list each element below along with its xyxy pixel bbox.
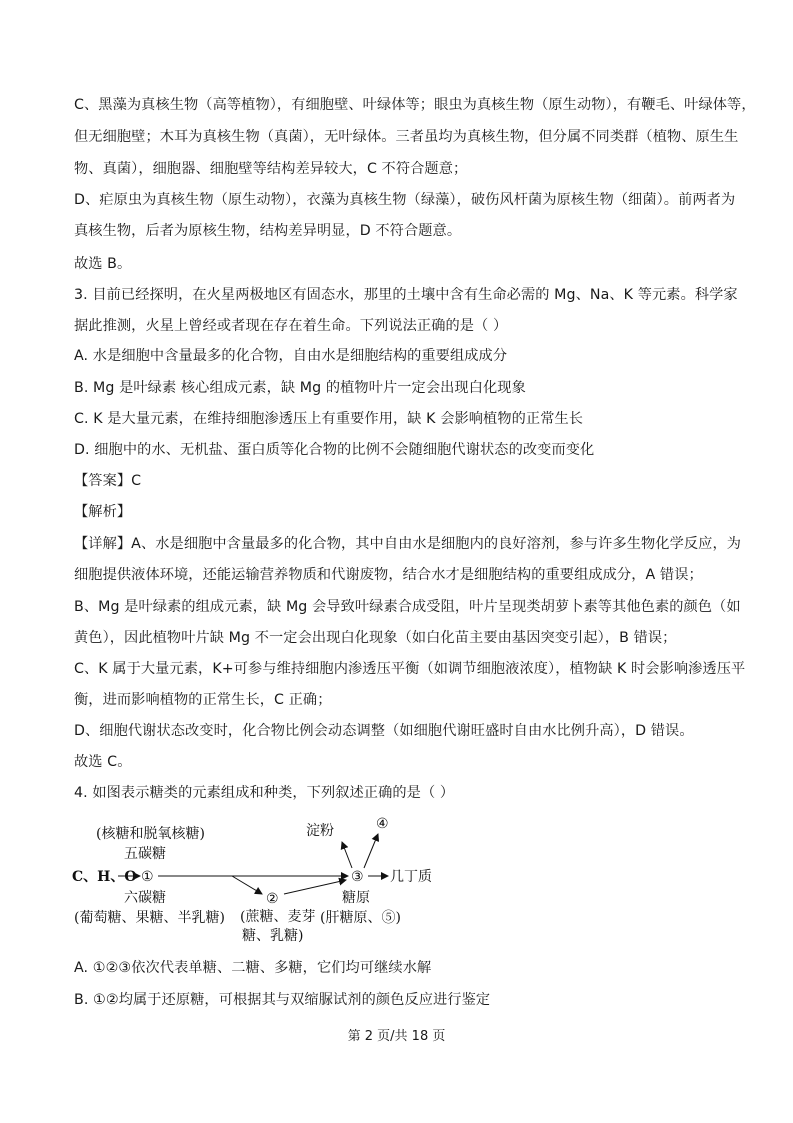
arrow-2-to-3 xyxy=(284,880,346,894)
text-line: C、黑藻为真核生物（高等植物），有细胞壁、叶绿体等；眼虫为真核生物（原生动物），有鞭毛、叶绿体等， xyxy=(74,97,756,113)
pentose-label: 五碳糖 xyxy=(124,846,166,862)
text-line: B、Mg 是叶绿素的组成元素，缺 Mg 会导致叶绿素合成受阻，叶片呈现类胡萝卜素等其他色素的颜色（如 xyxy=(74,599,741,615)
text-line: 【详解】A、水是细胞中含量最多的化合物，其中自由水是细胞内的良好溶剂，参与许多生物化学反应，为 xyxy=(74,536,742,552)
hexose-examples-label: (葡萄糖、果糖、半乳糖) xyxy=(74,910,225,926)
starch-label: 淀粉 xyxy=(306,823,334,839)
text-line: 衡，进而影响植物的正常生长，C 正确； xyxy=(74,692,332,708)
text-line: D、疟原虫为真核生物（原生动物），衣藻为真核生物（绿藻），破伤风杆菌为原核生物（细菌）。前两者为 xyxy=(74,192,736,208)
text-line: 物、真菌），细胞器、细胞壁等结构差异较大，C 不符合题意； xyxy=(74,161,468,177)
hexose-label: 六碳糖 xyxy=(124,890,166,906)
option-c: C. K 是大量元素，在维持细胞渗透压上有重要作用，缺 K 会影响植物的正常生长 xyxy=(74,411,584,427)
option-b: B. ①②均属于还原糖，可根据其与双缩脲试剂的颜色反应进行鉴定 xyxy=(74,992,491,1008)
option-b: B. Mg 是叶绿素 核心组成元素，缺 Mg 的植物叶片一定会出现白化现象 xyxy=(74,380,526,396)
text-line: D、细胞代谢状态改变时，化合物比例会动态调整（如细胞代谢旺盛时自由水比例升高），D 错误。 xyxy=(74,723,694,739)
page-footer: 第 2 页/共 18 页 xyxy=(347,1029,446,1044)
analysis-label: 【解析】 xyxy=(74,504,132,520)
text-line: 但无细胞壁；木耳为真核生物（真菌），无叶绿体。三者虽均为真核生物，但分属不同类群（植物、原生生 xyxy=(74,129,739,145)
text-line: 真核生物，后者为原核生物，结构差异明显，D 不符合题意。 xyxy=(74,223,462,239)
question-3-stem: 3. 目前已经探明，在火星两极地区有固态水，那里的土壤中含有生命必需的 Mg、Na、K 等元素。科学家 xyxy=(74,287,738,303)
node-1: ① xyxy=(141,869,154,885)
text-line: 故选 B。 xyxy=(74,256,132,272)
glycogen-label: 糖原 xyxy=(342,890,370,906)
option-d: D. 细胞中的水、无机盐、蛋白质等化合物的比例不会随细胞代谢状态的改变而变化 xyxy=(74,442,595,458)
answer-label: 【答案】C xyxy=(74,473,142,489)
text-line: 故选 C。 xyxy=(74,754,132,770)
node-3: ③ xyxy=(351,869,364,885)
arrow-to-2 xyxy=(232,876,262,894)
disaccharide-examples-label: (蔗糖、麦芽 xyxy=(240,909,316,925)
glycogen-examples-label: (肝糖原、⑤) xyxy=(320,910,401,926)
text-line: 黄色），因此植物叶片缺 Mg 不一定会出现白化现象（如白化苗主要由基因突变引起），B 错误； xyxy=(74,630,677,646)
elements-label: C、H、O xyxy=(72,869,137,885)
option-a: A. ①②③依次代表单糖、二糖、多糖，它们均可继续水解 xyxy=(74,960,432,976)
pentose-examples-label: (核糖和脱氧核糖) xyxy=(96,826,205,842)
chitin-label: 几丁质 xyxy=(390,869,432,885)
arrow-3-to-starch xyxy=(342,842,352,868)
text-line: C、K 属于大量元素，K+可参与维持细胞内渗透压平衡（如调节细胞液浓度），植物缺 K 时会影响渗透压平 xyxy=(74,661,746,677)
arrow-3-to-4 xyxy=(364,834,378,868)
text-line: 细胞提供液体环境，还能运输营养物质和代谢废物，结合水才是细胞结构的重要组成成分，A 错误； xyxy=(74,567,703,583)
question-4-stem: 4. 如图表示糖类的元素组成和种类，下列叙述正确的是（ ） xyxy=(74,785,455,801)
option-a: A. 水是细胞中含量最多的化合物，自由水是细胞结构的重要组成成分 xyxy=(74,348,508,364)
question-3-stem: 据此推测，火星上曾经或者现在存在着生命。下列说法正确的是（ ） xyxy=(74,318,508,334)
sugar-classification-diagram xyxy=(70,808,450,948)
node-2: ② xyxy=(266,891,279,907)
node-4: ④ xyxy=(376,816,389,832)
disaccharide-examples-label: 糖、乳糖) xyxy=(242,928,304,944)
